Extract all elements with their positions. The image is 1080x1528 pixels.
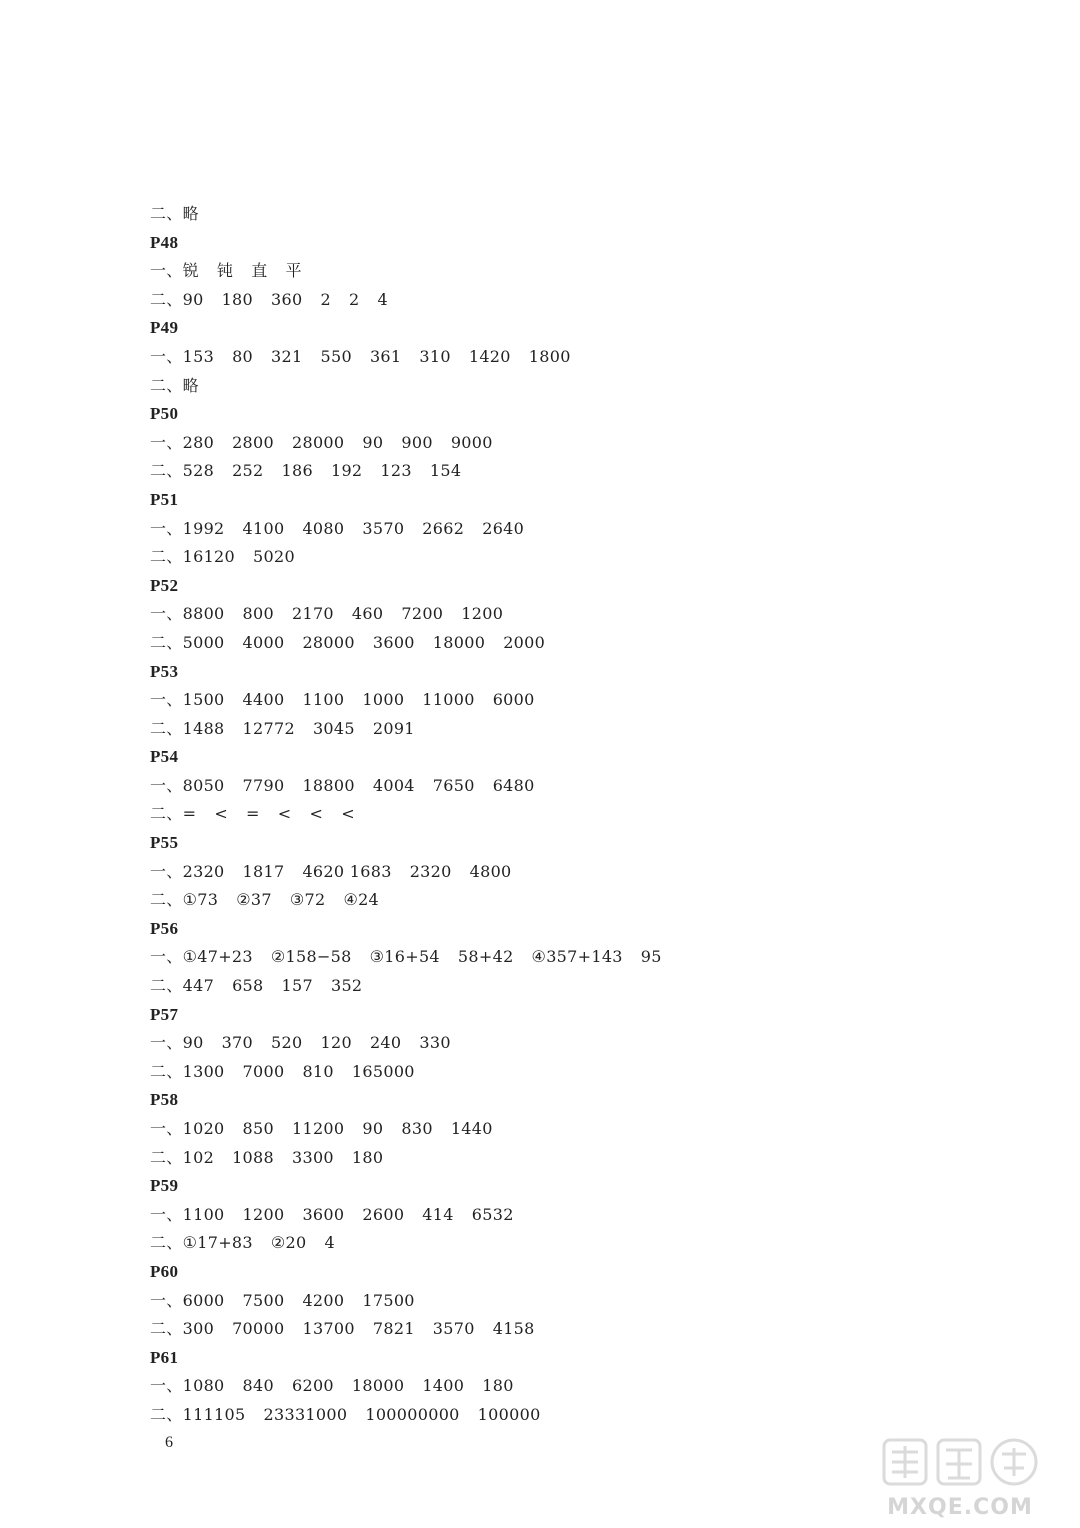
answer-item: 90 xyxy=(362,1119,384,1138)
answer-row xyxy=(150,515,1030,544)
answer-label: 二、 xyxy=(150,1061,183,1081)
answer-item: 4800 xyxy=(469,861,512,881)
stamp-logo-icon xyxy=(880,1434,1040,1496)
answer-label: 二、 xyxy=(150,976,183,996)
answer-label: 一、 xyxy=(150,432,183,452)
answer-row xyxy=(150,858,1030,887)
answer-item: 321 xyxy=(271,346,303,366)
answer-item: 840 xyxy=(242,1376,274,1396)
answer-item: 520 xyxy=(271,1033,303,1053)
answer-item: 414 xyxy=(422,1204,454,1224)
section-heading: P51 xyxy=(150,489,179,509)
answer-item: 4 xyxy=(324,1233,335,1253)
answer-item: 1440 xyxy=(450,1119,493,1138)
answer-row xyxy=(150,1401,1030,1430)
answer-item: 6000 xyxy=(492,690,535,710)
answer-item: 180 xyxy=(351,1147,384,1167)
answer-item: 略 xyxy=(182,375,199,395)
answer-item: 70000 xyxy=(232,1319,285,1339)
answer-item: 9000 xyxy=(450,432,493,452)
answer-item: 16120 xyxy=(182,547,236,567)
answer-item: 157 xyxy=(281,976,313,996)
answer-label: 一、 xyxy=(150,1376,183,1396)
answer-item: 6532 xyxy=(471,1204,514,1224)
answer-row xyxy=(150,800,1030,829)
answer-item: 550 xyxy=(320,346,352,366)
answer-item: 2800 xyxy=(232,432,274,452)
answer-item: 154 xyxy=(429,461,462,481)
answer-item: 6000 xyxy=(182,1290,225,1310)
answer-item: 4004 xyxy=(372,775,415,795)
answer-label: 二、 xyxy=(150,1147,183,1167)
answer-item: 8050 xyxy=(182,775,225,795)
answer-label: 一、 xyxy=(150,518,183,538)
answer-row xyxy=(150,1144,1030,1173)
section-heading: P53 xyxy=(150,661,179,681)
answer-item: 28000 xyxy=(302,632,355,652)
answer-item: 1500 xyxy=(182,690,225,710)
answer-item: < xyxy=(214,804,229,824)
page-number: 6 xyxy=(165,1434,173,1451)
answer-row xyxy=(150,886,1030,915)
answer-item: 830 xyxy=(401,1119,433,1138)
answer-item: 90 xyxy=(182,1033,204,1053)
answer-label: 一、 xyxy=(150,861,183,881)
answer-item: 11200 xyxy=(291,1119,345,1138)
answer-item: 2 xyxy=(320,289,331,309)
answer-item: 1420 xyxy=(468,346,511,366)
answer-row xyxy=(150,372,1030,401)
section-heading: P52 xyxy=(150,575,179,595)
answer-item: 7000 xyxy=(242,1061,285,1081)
answer-key-page xyxy=(150,200,1030,1430)
answer-item: 平 xyxy=(285,261,302,281)
answer-item: 6200 xyxy=(291,1376,334,1396)
answer-item: 111105 xyxy=(182,1404,246,1424)
answer-label: 二、 xyxy=(150,1404,183,1424)
answer-item: 658 xyxy=(232,976,264,996)
answer-item: 300 xyxy=(182,1319,215,1339)
answer-label: 一、 xyxy=(150,775,183,795)
answer-item: 17500 xyxy=(362,1290,415,1310)
answer-item: 1200 xyxy=(461,604,504,624)
answer-item: < xyxy=(341,804,355,824)
answer-item: < xyxy=(277,804,292,824)
answer-item: 4 xyxy=(377,289,388,309)
answer-item: 3045 xyxy=(312,718,355,738)
answer-item: 180 xyxy=(221,289,254,309)
answer-item: 900 xyxy=(401,432,433,452)
answer-item: 2000 xyxy=(503,632,546,652)
answer-row xyxy=(150,972,1030,1001)
answer-row xyxy=(150,1229,1030,1258)
answer-item: ①73 xyxy=(182,890,219,910)
answer-item: 28000 xyxy=(291,432,345,452)
answer-item: 12772 xyxy=(242,718,295,738)
answer-item: 7821 xyxy=(372,1319,415,1339)
answer-row xyxy=(150,457,1030,486)
section-heading: P60 xyxy=(150,1261,179,1281)
section-heading: P58 xyxy=(150,1090,179,1110)
answer-item: 2091 xyxy=(372,718,415,738)
answer-label: 一、 xyxy=(150,1204,183,1224)
answer-item: 7500 xyxy=(242,1290,285,1310)
answer-item: 锐 xyxy=(182,261,199,281)
answer-item: 18000 xyxy=(351,1376,405,1396)
answer-item: 3570 xyxy=(432,1319,475,1339)
answer-item: ①47+23 xyxy=(182,947,253,967)
answer-item: 1992 xyxy=(182,518,225,538)
answer-item: ②158−58 xyxy=(270,947,352,967)
answer-row xyxy=(150,343,1030,372)
answer-label: 一、 xyxy=(150,1290,183,1310)
answer-label: 一、 xyxy=(150,604,183,624)
answer-label: 一、 xyxy=(150,690,183,710)
answer-item: 252 xyxy=(232,461,264,481)
answer-item: 5000 xyxy=(182,632,225,652)
answer-item: 1817 xyxy=(242,861,285,881)
answer-item: < xyxy=(309,804,324,824)
answer-item: 4158 xyxy=(492,1319,535,1339)
answer-label: 二、 xyxy=(150,461,183,481)
answer-item: 4080 xyxy=(302,518,345,538)
section-heading: P50 xyxy=(150,404,179,424)
answer-item: 2170 xyxy=(291,604,334,624)
answer-label: 一、 xyxy=(150,346,183,366)
answer-item: 1400 xyxy=(422,1376,465,1396)
answer-row xyxy=(150,686,1030,715)
answer-label: 二、 xyxy=(150,804,183,824)
answer-item: 1020 xyxy=(182,1119,225,1138)
answer-label: 二、 xyxy=(150,1319,183,1339)
answer-row xyxy=(150,600,1030,629)
answer-item: 1100 xyxy=(302,690,345,710)
answer-item: 1488 xyxy=(182,718,225,738)
answer-row xyxy=(150,1287,1030,1316)
answer-item: 7650 xyxy=(432,775,475,795)
answer-item: = xyxy=(246,804,260,824)
answer-item: 1080 xyxy=(182,1376,225,1396)
answer-item: 120 xyxy=(320,1033,352,1053)
answer-item: 4200 xyxy=(302,1290,345,1310)
answer-label: 二、 xyxy=(150,1233,183,1253)
answer-item: 7790 xyxy=(242,775,285,795)
answer-item: 2320 xyxy=(409,861,452,881)
answer-row xyxy=(150,1115,1030,1144)
answer-row xyxy=(150,629,1030,658)
answer-row xyxy=(150,1029,1030,1058)
answer-item: 1000 xyxy=(362,690,405,710)
answer-item: ④24 xyxy=(343,890,380,910)
answer-item: 4620 1683 xyxy=(302,861,392,881)
answer-item: ②37 xyxy=(236,890,272,910)
answer-item: 330 xyxy=(419,1033,451,1053)
answer-item: 280 xyxy=(182,432,215,452)
answer-item: 2 xyxy=(348,289,360,309)
answer-row xyxy=(150,715,1030,744)
answer-label: 一、 xyxy=(150,1119,183,1138)
answer-row xyxy=(150,1058,1030,1087)
answer-item: 4400 xyxy=(242,690,285,710)
answer-item: 850 xyxy=(242,1119,274,1138)
answer-label: 二、 xyxy=(150,718,183,738)
watermark xyxy=(880,1434,1040,1520)
answer-item: 23331000 xyxy=(263,1404,348,1424)
answer-item: 1088 xyxy=(232,1147,274,1167)
answer-item: 2320 xyxy=(182,861,225,881)
answer-item: 361 xyxy=(369,346,402,366)
answer-item: 90 xyxy=(362,432,384,452)
answer-label: 二、 xyxy=(150,632,183,652)
answer-item: 80 xyxy=(232,346,254,366)
answer-item: 90 xyxy=(182,289,204,309)
answer-item: 192 xyxy=(330,461,363,481)
answer-item: 153 xyxy=(182,346,215,366)
section-heading: P49 xyxy=(150,318,179,338)
answer-row xyxy=(150,1315,1030,1344)
answer-item: 360 xyxy=(271,289,303,309)
section-heading: P55 xyxy=(150,833,179,853)
answer-item: 165000 xyxy=(351,1061,415,1081)
answer-item: 1200 xyxy=(242,1204,285,1224)
answer-item: 186 xyxy=(281,461,313,481)
answer-row xyxy=(150,1201,1030,1230)
answer-item: 100000000 xyxy=(365,1404,460,1424)
answer-item: 2640 xyxy=(482,518,525,538)
answer-item: ③16+54 xyxy=(369,947,440,967)
answer-item: 370 xyxy=(221,1033,254,1053)
answer-item: 102 xyxy=(182,1147,215,1167)
answer-row xyxy=(150,429,1030,458)
answer-item: 18000 xyxy=(432,632,486,652)
answer-item: ①17+83 xyxy=(182,1233,253,1253)
answer-label: 一、 xyxy=(150,1033,183,1053)
answer-item: 钝 xyxy=(216,261,234,281)
answer-item: 123 xyxy=(380,461,412,481)
answer-item: 810 xyxy=(302,1061,334,1081)
answer-item: 3570 xyxy=(362,518,405,538)
section-heading: P61 xyxy=(150,1347,179,1367)
answer-row xyxy=(150,200,1030,229)
section-heading: P59 xyxy=(150,1176,179,1196)
answer-item: 3300 xyxy=(291,1147,334,1167)
answer-item: 58+42 xyxy=(457,947,514,967)
answer-item: 1300 xyxy=(182,1061,225,1081)
answer-item: 1800 xyxy=(528,346,571,366)
answer-item: = xyxy=(182,804,197,824)
section-heading: P56 xyxy=(150,918,179,938)
answer-item: 5020 xyxy=(253,547,295,567)
answer-row xyxy=(150,943,1030,972)
answer-item: 100000 xyxy=(477,1404,541,1424)
answer-item: 略 xyxy=(182,204,199,223)
watermark-text: MXQE.COM xyxy=(887,1495,1033,1520)
answer-item: 528 xyxy=(182,461,215,481)
answer-item: 11000 xyxy=(422,690,475,710)
answer-item: 7200 xyxy=(401,604,444,624)
answer-item: ④357+143 xyxy=(531,947,623,967)
answer-item: 6480 xyxy=(492,775,535,795)
answer-item: 180 xyxy=(482,1376,514,1396)
answer-row xyxy=(150,286,1030,315)
answer-row xyxy=(150,1372,1030,1401)
answer-item: 2662 xyxy=(422,518,465,538)
answer-label: 二、 xyxy=(150,890,183,910)
answer-item: 18800 xyxy=(302,775,355,795)
answer-label: 二、 xyxy=(150,375,183,395)
answer-item: 2600 xyxy=(362,1204,405,1224)
answer-item: 460 xyxy=(351,604,384,624)
answer-item: ②20 xyxy=(270,1233,307,1253)
answer-item: 240 xyxy=(369,1033,402,1053)
answer-item: 800 xyxy=(242,604,274,624)
answer-item: 95 xyxy=(640,947,662,967)
answer-item: 直 xyxy=(251,261,268,281)
answer-item: 1100 xyxy=(182,1204,225,1224)
answer-row xyxy=(150,257,1030,286)
answer-row xyxy=(150,543,1030,572)
answer-item: 310 xyxy=(419,346,451,366)
answer-item: 447 xyxy=(182,976,215,996)
answer-label: 二、 xyxy=(150,289,183,309)
section-heading: P48 xyxy=(150,232,179,252)
answer-item: 13700 xyxy=(302,1319,355,1339)
answer-label: 二、 xyxy=(150,204,183,223)
answer-item: 4000 xyxy=(242,632,285,652)
answer-item: 3600 xyxy=(302,1204,345,1224)
answer-item: 4100 xyxy=(242,518,285,538)
answer-label: 二、 xyxy=(150,547,183,567)
section-heading: P54 xyxy=(150,747,179,767)
answer-row xyxy=(150,772,1030,801)
answer-item: 352 xyxy=(330,976,363,996)
section-heading: P57 xyxy=(150,1004,179,1024)
answer-item: 8800 xyxy=(182,604,225,624)
answer-item: ③72 xyxy=(289,890,326,910)
answer-label: 一、 xyxy=(150,947,183,967)
answer-item: 3600 xyxy=(372,632,415,652)
answer-label: 一、 xyxy=(150,261,183,281)
